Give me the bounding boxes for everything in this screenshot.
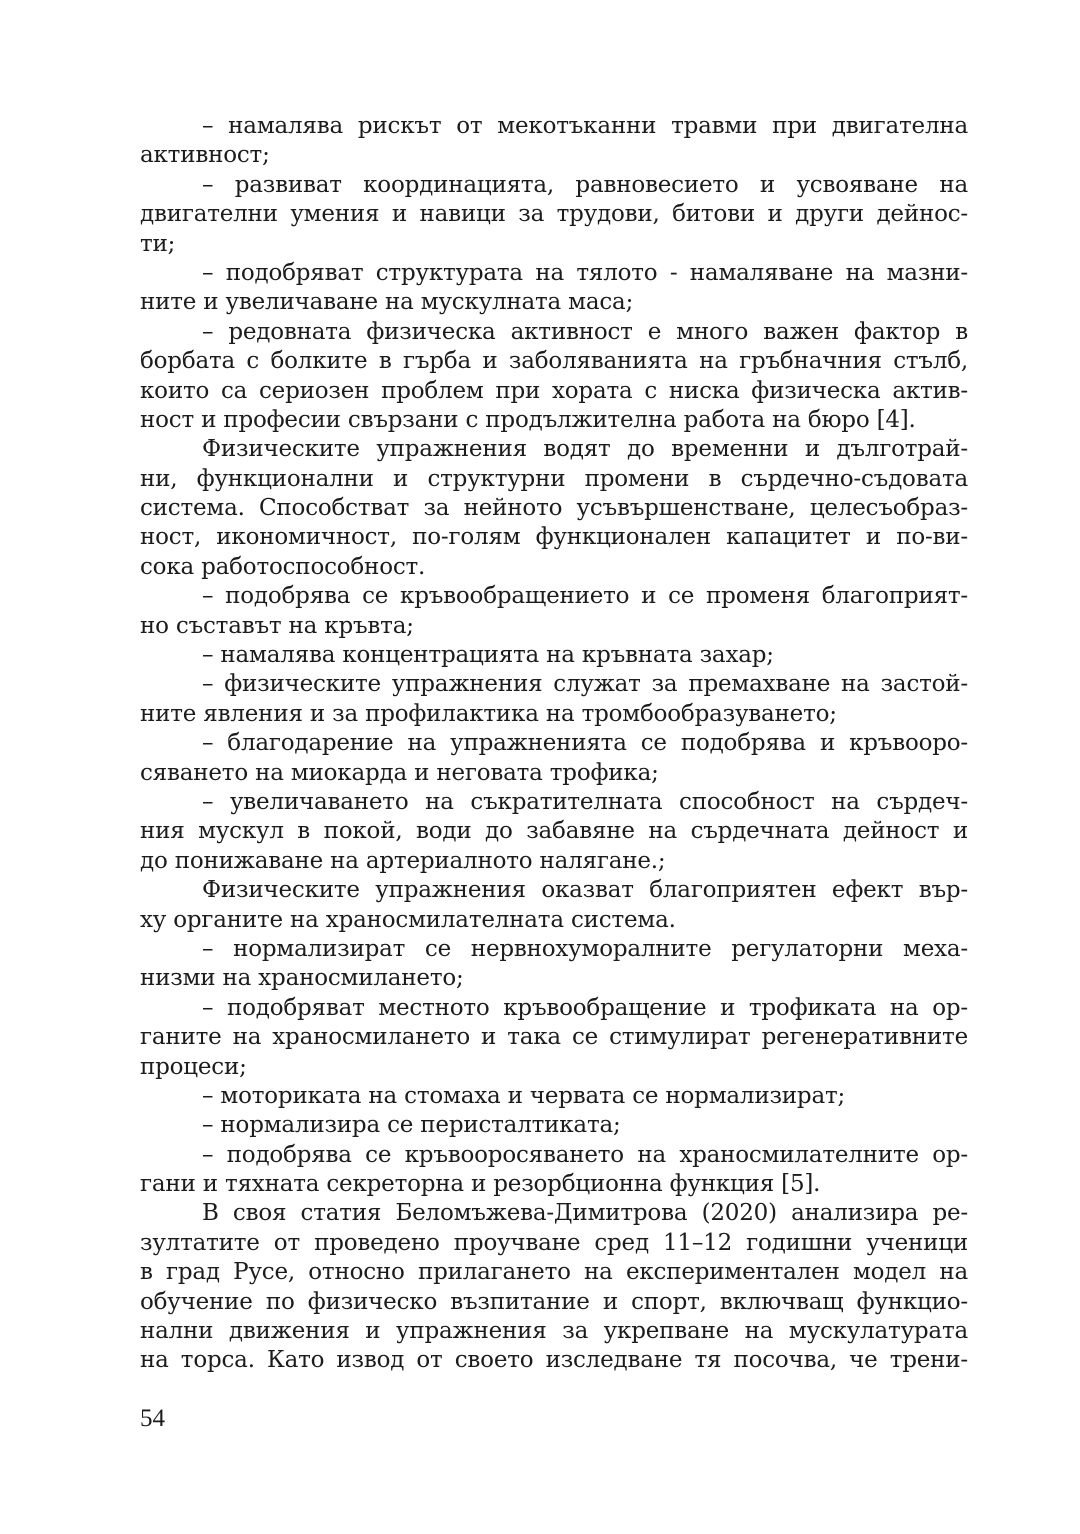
text-line: ганите на храносмилането и така се стимулират регенеративните: [140, 1024, 968, 1051]
text-line: ти;: [140, 230, 176, 257]
text-line: двигателни умения и навици за трудови, битови и други дейнос-: [140, 201, 968, 228]
text-line: – намалява концентрацията на кръвната захар;: [202, 642, 774, 669]
text-line: сока работоспособност.: [140, 553, 426, 580]
text-line: – подобряват структурата на тялото - намаляване на мазни-: [202, 259, 968, 286]
text-line: – нормализират се нервнохуморалните регулаторни меха-: [202, 935, 968, 962]
text-line: ните явления и за профилактика на тромбообразуването;: [140, 700, 837, 727]
page-body-text: [140, 112, 968, 1376]
text-line: – благодарение на упражненията се подобрява и кръвооро-: [202, 730, 968, 757]
text-line: – развиват координацията, равновесието и усвояване на: [202, 171, 968, 198]
text-line: ност, икономичност, по-голям функционален капацитет и по-ви-: [140, 524, 968, 551]
text-line: до понижаване на артериалното налягане.;: [140, 847, 666, 874]
text-line: ния мускул в покой, води до забавяне на сърдечната дейност и: [140, 818, 968, 845]
text-line: които са сериозен проблем при хората с ниска физическа актив-: [140, 377, 968, 404]
text-line: – физическите упражнения служат за премахване на застой-: [202, 671, 968, 698]
text-line: гани и тяхната секреторна и резорбционна функция [5].: [140, 1171, 821, 1198]
text-line: Физическите упражнения водят до временни и дълготрай-: [202, 436, 968, 463]
text-line: система. Способстват за нейното усъвършенстване, целесъобраз-: [140, 495, 968, 522]
text-line: ните и увеличаване на мускулната маса;: [140, 289, 634, 316]
text-line: – нормализира се перисталтиката;: [202, 1112, 621, 1139]
text-line: обучение по физическо възпитание и спорт, включващ функцио-: [140, 1288, 968, 1315]
text-line: ху органите на храносмилателната система.: [140, 906, 676, 933]
text-line: в град Русе, относно прилагането на експериментален модел на: [140, 1259, 968, 1286]
text-line: – подобрява се кръвообращението и се променя благоприят-: [202, 583, 968, 610]
text-line: сяването на миокарда и неговата трофика;: [140, 759, 659, 786]
text-line: – редовната физическа активност е много важен фактор в: [202, 318, 968, 345]
text-line: на торса. Като извод от своето изследване тя посочва, че трени-: [140, 1347, 968, 1374]
text-line: но съставът на кръвта;: [140, 612, 414, 639]
text-line: В своя статия Беломъжева-Димитрова (2020) анализира ре-: [202, 1200, 968, 1227]
text-line: ност и професии свързани с продължителна работа на бюро [4].: [140, 406, 916, 433]
text-line: зултатите от проведено проучване сред 11–12 годишни ученици: [140, 1229, 968, 1256]
text-line: активност;: [140, 142, 270, 169]
text-line: ни, функционални и структурни промени в сърдечно-съдовата: [140, 465, 968, 492]
text-line: – подобряват местното кръвообращение и трофиката на ор-: [202, 994, 968, 1021]
text-line: – моториката на стомаха и червата се нормализират;: [202, 1082, 846, 1109]
text-line: Физическите упражнения оказват благоприятен ефект вър-: [202, 877, 968, 904]
text-line: низми на храносмилането;: [140, 965, 464, 992]
text-line: нални движения и упражнения за укрепване на мускулатурата: [140, 1318, 968, 1345]
text-line: – увеличаването на съкратителната способност на сърдеч-: [202, 788, 968, 815]
page-number: 54: [140, 1405, 165, 1432]
text-line: – подобрява се кръвооросяването на храносмилателните ор-: [202, 1141, 968, 1168]
text-line: – намалява рискът от мекотъканни травми при двигателна: [202, 113, 968, 139]
text-line: процеси;: [140, 1053, 247, 1080]
text-line: борбата с болките в гърба и заболяванията на гръбначния стълб,: [140, 348, 968, 375]
